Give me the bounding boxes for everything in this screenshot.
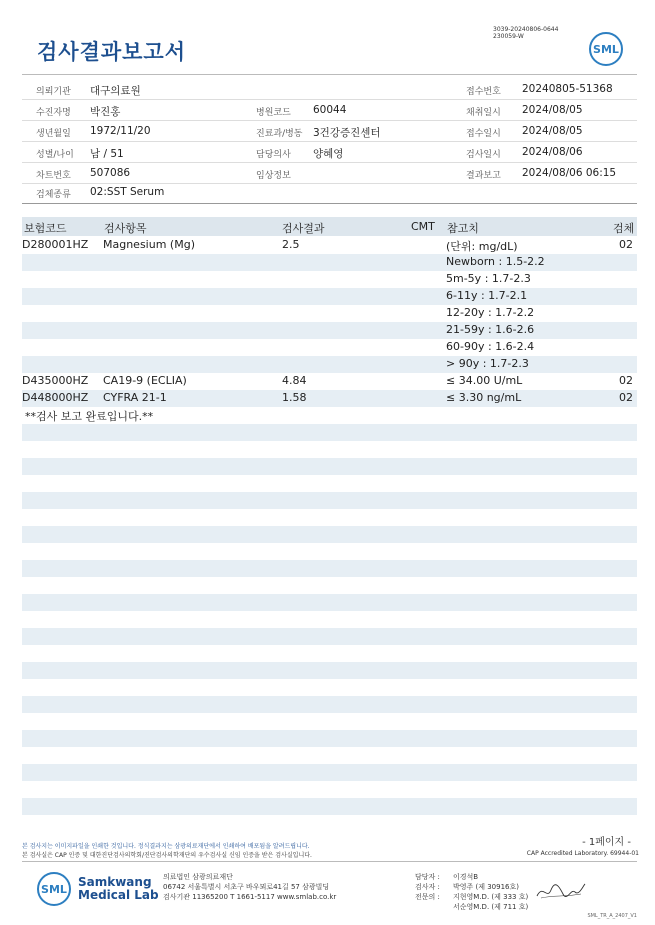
info-value: 1972/11/20 xyxy=(90,125,151,137)
footer-sml-logo: SML xyxy=(37,872,71,906)
staff-name: 이경석B xyxy=(453,873,479,881)
table-row xyxy=(22,288,637,305)
info-value: 3건강증진센터 xyxy=(313,127,381,139)
staff-row xyxy=(415,892,528,902)
info-row xyxy=(22,163,637,184)
staff-row xyxy=(415,902,528,912)
footer-brand xyxy=(78,876,159,902)
info-value: 2024/08/06 xyxy=(522,146,583,158)
completion-note: **검사 보고 완료입니다.** xyxy=(25,410,154,423)
col-specimen: 검체 xyxy=(613,222,635,235)
info-label: 진료과/병동 xyxy=(256,129,303,139)
table-row xyxy=(22,322,637,339)
info-label: 의뢰기관 xyxy=(36,87,71,97)
info-value: 박진홍 xyxy=(90,106,121,118)
specimen-code: 02 xyxy=(619,391,633,404)
divider-top xyxy=(22,74,637,75)
footer-address-block xyxy=(163,872,336,902)
info-value: 2024/08/05 xyxy=(522,104,583,116)
table-row xyxy=(22,305,637,322)
row-stripe xyxy=(22,662,637,679)
row-stripe xyxy=(22,594,637,611)
reference-range: 5m-5y : 1.7-2.3 xyxy=(446,272,531,285)
table-row xyxy=(22,356,637,373)
reference-range: > 90y : 1.7-2.3 xyxy=(446,357,529,370)
reference-range: 21-59y : 1.6-2.6 xyxy=(446,323,535,336)
specimen-code: 02 xyxy=(619,374,633,387)
reference-range: Newborn : 1.5-2.2 xyxy=(446,255,545,268)
table-row xyxy=(22,254,637,271)
reference-range: 6-11y : 1.7-2.1 xyxy=(446,289,528,302)
info-label: 채취일시 xyxy=(466,108,501,118)
org-name: 의료법인 삼광의료재단 xyxy=(163,873,233,881)
info-value: 02:SST Serum xyxy=(90,186,165,198)
table-row xyxy=(22,390,637,407)
test-item: Magnesium (Mg) xyxy=(103,238,195,251)
col-result: 검사결과 xyxy=(282,222,325,235)
info-label: 차트번호 xyxy=(36,171,71,181)
info-label: 접수일시 xyxy=(466,129,501,139)
staff-name: 박영주 (제 30916호) xyxy=(453,883,519,891)
col-reference: 참고치 xyxy=(447,222,479,235)
info-row xyxy=(22,121,637,142)
info-label: 성별/나이 xyxy=(36,150,74,160)
info-label: 검체종류 xyxy=(36,190,71,200)
table-row xyxy=(22,373,637,390)
page-number: - 1페이지 - xyxy=(582,837,631,848)
document-id-line2: 230059-W xyxy=(493,33,524,40)
info-row xyxy=(22,142,637,163)
insurance-code: D280001HZ xyxy=(22,238,89,251)
print-notice: 본 검사지는 이미지파일을 인쇄한 것입니다. 정식결과지는 삼광의료재단에서 인쇄하여 배포됨을 알려드립니다. xyxy=(22,843,310,850)
info-label: 담당의사 xyxy=(256,150,291,160)
results-header xyxy=(22,217,637,236)
info-value: 대구의료원 xyxy=(90,85,141,97)
row-stripe xyxy=(22,492,637,509)
info-value: 60044 xyxy=(313,104,347,116)
info-row xyxy=(22,79,637,100)
reference-range: 60-90y : 1.6-2.4 xyxy=(446,340,535,353)
reference-range: 12-20y : 1.7-2.2 xyxy=(446,306,535,319)
insurance-code: D435000HZ xyxy=(22,374,89,387)
info-row xyxy=(22,100,637,121)
handwritten-signature xyxy=(535,880,587,904)
info-value: 남 / 51 xyxy=(90,148,124,160)
reference-range: ≤ 3.30 ng/mL xyxy=(446,391,522,404)
reference-range: ≤ 34.00 U/mL xyxy=(446,374,523,387)
divider-footer xyxy=(22,861,637,862)
report-title: 검사결과보고서 xyxy=(37,40,187,64)
col-insurance-code: 보험코드 xyxy=(24,222,67,235)
test-result: 4.84 xyxy=(282,374,307,387)
info-label: 결과보고 xyxy=(466,171,501,181)
row-stripe xyxy=(22,424,637,441)
table-row xyxy=(22,237,637,254)
info-label: 수진자명 xyxy=(36,108,71,118)
divider-info xyxy=(22,203,637,204)
info-label: 검사일시 xyxy=(466,150,501,160)
row-stripe xyxy=(22,628,637,645)
org-address: 06742 서울특별시 서초구 바우뫼로41길 57 삼광빌딩 xyxy=(163,883,330,891)
test-item: CA19-9 (ECLIA) xyxy=(103,374,187,387)
staff-role: 검사자 : xyxy=(415,883,440,891)
info-label: 접수번호 xyxy=(466,87,501,97)
info-value: 2024/08/06 06:15 xyxy=(522,167,617,179)
staff-row xyxy=(415,882,528,892)
info-value: 507086 xyxy=(90,167,131,179)
staff-name: 서순영M.D. (제 711 호) xyxy=(453,903,529,911)
info-row xyxy=(22,182,637,203)
cap-accreditation: CAP Accredited Laboratory. 69944-01 xyxy=(526,850,639,857)
row-stripe xyxy=(22,730,637,747)
row-stripe xyxy=(22,798,637,815)
info-value: 2024/08/05 xyxy=(522,125,583,137)
test-result: 1.58 xyxy=(282,391,307,404)
insurance-code: D448000HZ xyxy=(22,391,89,404)
staff-block xyxy=(415,872,528,912)
row-stripe xyxy=(22,526,637,543)
staff-name: 지현영M.D. (제 333 호) xyxy=(453,893,529,901)
staff-row xyxy=(415,872,528,882)
document-id-line1: 3039-20240806-0644 xyxy=(493,26,559,33)
info-value: 양혜영 xyxy=(313,148,344,160)
info-label: 생년월일 xyxy=(36,129,71,139)
table-row xyxy=(22,339,637,356)
form-code: SML_TR_A_2407_V1 xyxy=(587,913,637,919)
document-id xyxy=(493,26,558,40)
staff-role: 담당자 : xyxy=(415,873,440,881)
row-stripe xyxy=(22,696,637,713)
reference-range: (단위: mg/dL) xyxy=(446,240,518,253)
specimen-code: 02 xyxy=(619,238,633,251)
info-label: 병원코드 xyxy=(256,108,291,118)
staff-role: 전문의 : xyxy=(415,893,440,901)
info-label: 임상정보 xyxy=(256,171,291,181)
test-item: CYFRA 21-1 xyxy=(103,391,167,404)
col-cmt: CMT xyxy=(411,220,435,233)
completion-note-row xyxy=(22,407,637,424)
info-value: 20240805-51368 xyxy=(522,83,613,95)
brand-line2: Medical Lab xyxy=(78,888,159,902)
org-contact: 검사기관 11365200 T 1661-5117 www.smlab.co.kr xyxy=(163,893,337,901)
certification-notice: 본 검사실은 CAP 인증 및 대한진단검사의학회/진단검사의학재단의 우수검사실 신임 인증을 받은 검사실입니다. xyxy=(22,852,312,859)
row-stripe xyxy=(22,458,637,475)
test-result: 2.5 xyxy=(282,238,300,251)
col-test-item: 검사항목 xyxy=(104,222,147,235)
row-stripe xyxy=(22,764,637,781)
row-stripe xyxy=(22,560,637,577)
brand-line1: Samkwang xyxy=(78,875,152,889)
table-row xyxy=(22,271,637,288)
sml-logo: SML xyxy=(589,32,623,66)
